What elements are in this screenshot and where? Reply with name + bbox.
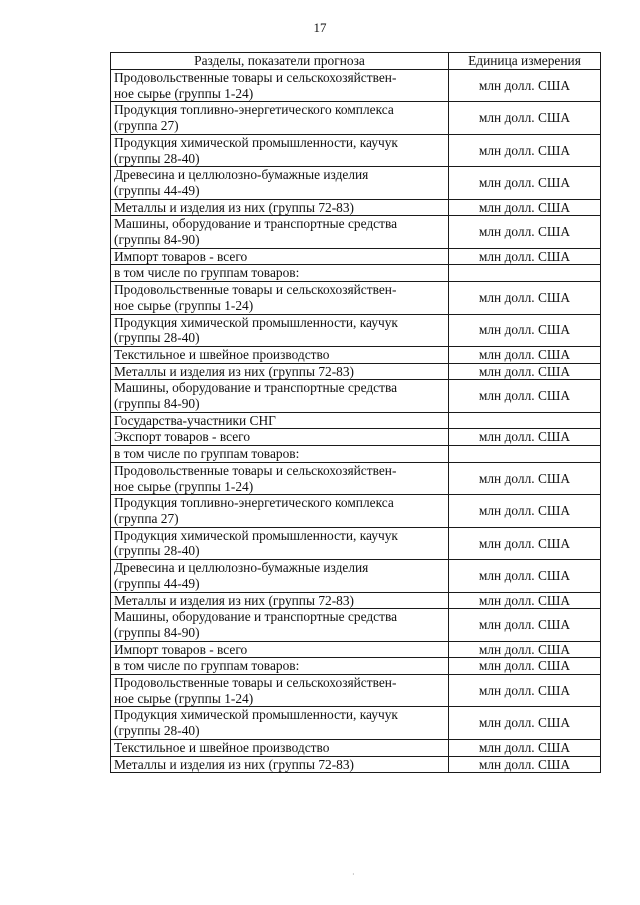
indicator-text-line: Продукция топливно-энергетического комплекса bbox=[114, 495, 394, 511]
indicator-text-line: в том числе по группам товаров: bbox=[114, 265, 300, 281]
unit-cell: млн долл. США bbox=[449, 216, 601, 248]
indicator-text-line: Продовольственные товары и сельскохозяйствен- bbox=[114, 282, 397, 298]
table-row bbox=[111, 592, 601, 609]
indicator-text-line: (группы 84-90) bbox=[114, 232, 200, 248]
indicator-text-line: (группы 44-49) bbox=[114, 182, 200, 198]
unit-cell: млн долл. США bbox=[449, 658, 601, 675]
indicator-text-line: Машины, оборудование и транспортные средства bbox=[114, 216, 398, 232]
indicator-cell bbox=[111, 527, 449, 559]
indicator-text-line: Металлы и изделия из них (группы 72-83) bbox=[114, 363, 355, 379]
unit-cell: млн долл. США bbox=[449, 429, 601, 446]
indicator-cell bbox=[111, 495, 449, 527]
unit-cell: млн долл. США bbox=[449, 707, 601, 739]
indicator-text-line: Древесина и целлюлозно-бумажные изделия bbox=[114, 167, 369, 183]
indicator-cell bbox=[111, 592, 449, 609]
table-row bbox=[111, 495, 601, 527]
unit-cell: млн долл. США bbox=[449, 380, 601, 412]
indicator-text-line: Экспорт товаров - всего bbox=[114, 429, 251, 445]
indicator-text-line: Продукция химической промышленности, каучук bbox=[114, 134, 398, 150]
indicator-text-line: Текстильное и швейное производство bbox=[114, 346, 330, 362]
unit-cell: млн долл. США bbox=[449, 592, 601, 609]
table-row bbox=[111, 707, 601, 739]
indicator-cell bbox=[111, 363, 449, 380]
indicator-cell bbox=[111, 658, 449, 675]
indicator-text-line: (группа 27) bbox=[114, 118, 179, 134]
unit-cell: млн долл. США bbox=[449, 675, 601, 707]
table-row bbox=[111, 739, 601, 756]
indicator-text-line: Импорт товаров - всего bbox=[114, 641, 248, 657]
table-body bbox=[111, 70, 601, 773]
unit-cell: млн долл. США bbox=[449, 346, 601, 363]
table-row bbox=[111, 560, 601, 592]
table-row bbox=[111, 641, 601, 658]
indicator-cell bbox=[111, 346, 449, 363]
unit-cell: млн долл. США bbox=[449, 248, 601, 265]
indicator-text-line: Продовольственные товары и сельскохозяйствен- bbox=[114, 462, 397, 478]
table-row bbox=[111, 462, 601, 494]
table-row bbox=[111, 346, 601, 363]
indicator-cell bbox=[111, 380, 449, 412]
unit-cell: млн долл. США bbox=[449, 134, 601, 166]
table-header-row bbox=[111, 53, 601, 70]
indicator-cell bbox=[111, 446, 449, 463]
indicator-text-line: (группы 28-40) bbox=[114, 150, 200, 166]
indicator-text-line: Импорт товаров - всего bbox=[114, 248, 248, 264]
unit-cell bbox=[449, 446, 601, 463]
indicator-cell bbox=[111, 199, 449, 216]
indicator-cell bbox=[111, 429, 449, 446]
table-row bbox=[111, 314, 601, 346]
table-row bbox=[111, 167, 601, 199]
table-row bbox=[111, 527, 601, 559]
table-row bbox=[111, 282, 601, 314]
indicator-text-line: Продукция химической промышленности, каучук bbox=[114, 527, 398, 543]
unit-cell: млн долл. США bbox=[449, 739, 601, 756]
unit-cell: млн долл. США bbox=[449, 609, 601, 641]
indicator-cell bbox=[111, 462, 449, 494]
table-row bbox=[111, 199, 601, 216]
unit-cell: млн долл. США bbox=[449, 70, 601, 102]
indicator-cell bbox=[111, 314, 449, 346]
indicator-text-line: (группы 28-40) bbox=[114, 543, 200, 559]
indicator-text-line: ное сырье (группы 1-24) bbox=[114, 690, 254, 706]
unit-cell: млн долл. США bbox=[449, 495, 601, 527]
indicator-text-line: (группа 27) bbox=[114, 510, 179, 526]
table-row bbox=[111, 756, 601, 773]
indicator-cell bbox=[111, 102, 449, 134]
unit-cell: млн долл. США bbox=[449, 462, 601, 494]
indicator-cell bbox=[111, 412, 449, 429]
table-row bbox=[111, 134, 601, 166]
indicator-cell bbox=[111, 265, 449, 282]
indicator-text-line: (группы 84-90) bbox=[114, 396, 200, 412]
indicator-text-line: Машины, оборудование и транспортные средства bbox=[114, 380, 398, 396]
indicator-text-line: Продукция химической промышленности, каучук bbox=[114, 707, 398, 723]
indicator-text-line: Продовольственные товары и сельскохозяйствен- bbox=[114, 70, 397, 85]
unit-cell: млн долл. США bbox=[449, 560, 601, 592]
table-row bbox=[111, 412, 601, 429]
indicator-text-line: Металлы и изделия из них (группы 72-83) bbox=[114, 592, 355, 608]
indicator-text-line: Металлы и изделия из них (группы 72-83) bbox=[114, 199, 355, 215]
indicator-text-line: Текстильное и швейное производство bbox=[114, 739, 330, 755]
indicator-text-line: Государства-участники СНГ bbox=[114, 412, 276, 428]
indicator-cell bbox=[111, 560, 449, 592]
unit-cell: млн долл. США bbox=[449, 641, 601, 658]
unit-cell: млн долл. США bbox=[449, 282, 601, 314]
indicator-cell bbox=[111, 70, 449, 102]
indicator-cell bbox=[111, 216, 449, 248]
indicator-cell bbox=[111, 134, 449, 166]
unit-cell: млн долл. США bbox=[449, 167, 601, 199]
indicator-text-line: (группы 28-40) bbox=[114, 330, 200, 346]
indicator-cell bbox=[111, 707, 449, 739]
indicator-cell bbox=[111, 756, 449, 773]
indicator-cell bbox=[111, 641, 449, 658]
unit-cell: млн долл. США bbox=[449, 363, 601, 380]
indicator-text-line: Машины, оборудование и транспортные средства bbox=[114, 609, 398, 625]
indicator-cell bbox=[111, 282, 449, 314]
indicator-cell bbox=[111, 609, 449, 641]
unit-cell: млн долл. США bbox=[449, 199, 601, 216]
indicator-text-line: Древесина и целлюлозно-бумажные изделия bbox=[114, 560, 369, 576]
indicator-text-line: в том числе по группам товаров: bbox=[114, 446, 300, 462]
header-sections: Разделы, показатели прогноза bbox=[111, 53, 449, 70]
header-unit: Единица измерения bbox=[449, 53, 601, 70]
table-row bbox=[111, 675, 601, 707]
table-row bbox=[111, 446, 601, 463]
indicator-cell bbox=[111, 248, 449, 265]
indicator-text-line: (группы 84-90) bbox=[114, 624, 200, 640]
indicator-text-line: Металлы и изделия из них (группы 72-83) bbox=[114, 756, 355, 772]
unit-cell bbox=[449, 412, 601, 429]
indicator-text-line: ное сырье (группы 1-24) bbox=[114, 85, 254, 101]
forecast-table bbox=[110, 52, 601, 773]
table-row bbox=[111, 70, 601, 102]
indicator-cell bbox=[111, 739, 449, 756]
indicator-text-line: Продукция химической промышленности, каучук bbox=[114, 314, 398, 330]
unit-cell bbox=[449, 265, 601, 282]
indicator-text-line: Продукция топливно-энергетического комплекса bbox=[114, 102, 394, 118]
table-row bbox=[111, 609, 601, 641]
indicator-text-line: (группы 28-40) bbox=[114, 723, 200, 739]
table-row bbox=[111, 429, 601, 446]
table-row bbox=[111, 380, 601, 412]
indicator-text-line: в том числе по группам товаров: bbox=[114, 658, 300, 674]
scan-mark: · bbox=[352, 870, 355, 879]
indicator-cell bbox=[111, 167, 449, 199]
indicator-text-line: (группы 44-49) bbox=[114, 575, 200, 591]
unit-cell: млн долл. США bbox=[449, 756, 601, 773]
indicator-text-line: ное сырье (группы 1-24) bbox=[114, 297, 254, 313]
indicator-text-line: Продовольственные товары и сельскохозяйствен- bbox=[114, 675, 397, 691]
table-row bbox=[111, 658, 601, 675]
unit-cell: млн долл. США bbox=[449, 527, 601, 559]
table-row bbox=[111, 216, 601, 248]
table-row bbox=[111, 363, 601, 380]
indicator-cell bbox=[111, 675, 449, 707]
table-row bbox=[111, 102, 601, 134]
unit-cell: млн долл. США bbox=[449, 102, 601, 134]
table-row bbox=[111, 265, 601, 282]
indicator-text-line: ное сырье (группы 1-24) bbox=[114, 478, 254, 494]
unit-cell: млн долл. США bbox=[449, 314, 601, 346]
page-number: 17 bbox=[313, 20, 327, 35]
table-row bbox=[111, 248, 601, 265]
